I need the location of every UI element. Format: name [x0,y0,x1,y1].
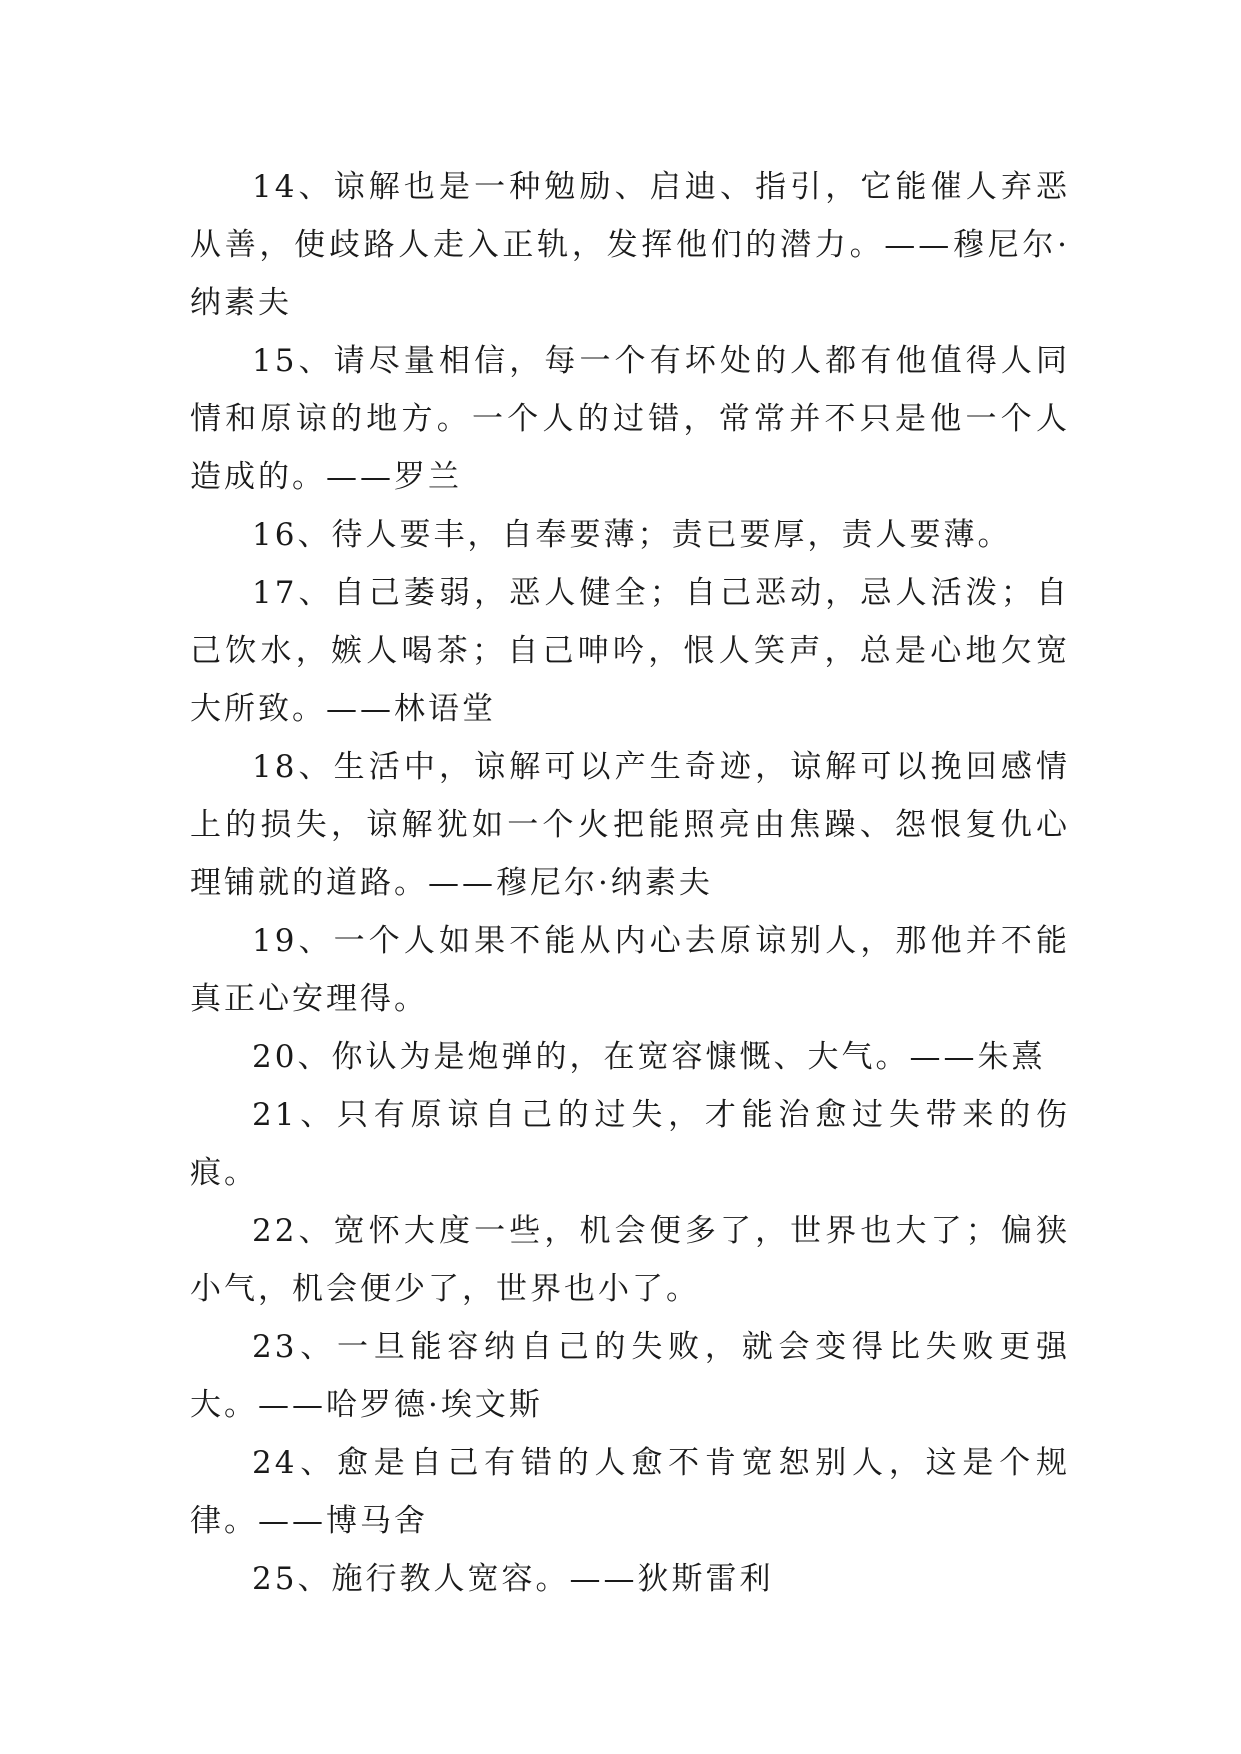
quote-paragraph: 21、只有原谅自己的过失，才能治愈过失带来的伤痕。 [190,1097,1070,1191]
quote-paragraph: 16、待人要丰，自奉要薄；责已要厚，责人要薄。 [252,517,1012,553]
quote-paragraph: 23、一旦能容纳自己的失败，就会变得比失败更强大。——哈罗德·埃文斯 [190,1329,1070,1423]
quote-paragraph: 18、生活中，谅解可以产生奇迹，谅解可以挽回感情上的损失，谅解犹如一个火把能照亮由焦躁、怨恨复仇心理铺就的道路。——穆尼尔·纳素夫 [190,749,1070,901]
quote-paragraph: 17、自己萎弱，恶人健全；自己恶动，忌人活泼；自己饮水，嫉人喝茶；自己呻吟，恨人笑声，总是心地欠宽大所致。——林语堂 [190,575,1070,727]
quote-paragraph: 22、宽怀大度一些，机会便多了，世界也大了；偏狭小气，机会便少了，世界也小了。 [190,1213,1070,1307]
document-body [190,158,1070,1608]
quote-paragraph: 14、谅解也是一种勉励、启迪、指引，它能催人弃恶从善，使歧路人走入正轨，发挥他们的潜力。——穆尼尔·纳素夫 [190,169,1070,321]
quote-paragraph: 24、愈是自己有错的人愈不肯宽恕别人，这是个规律。——博马舍 [190,1445,1070,1539]
quote-paragraph: 15、请尽量相信，每一个有坏处的人都有他值得人同情和原谅的地方。一个人的过错，常常并不只是他一个人造成的。——罗兰 [190,343,1070,495]
quote-paragraph: 25、施行教人宽容。——狄斯雷利 [252,1561,774,1597]
quote-paragraph: 19、一个人如果不能从内心去原谅别人，那他并不能真正心安理得。 [190,923,1070,1017]
quote-paragraph: 20、你认为是炮弹的，在宽容慷慨、大气。——朱熹 [252,1039,1046,1075]
